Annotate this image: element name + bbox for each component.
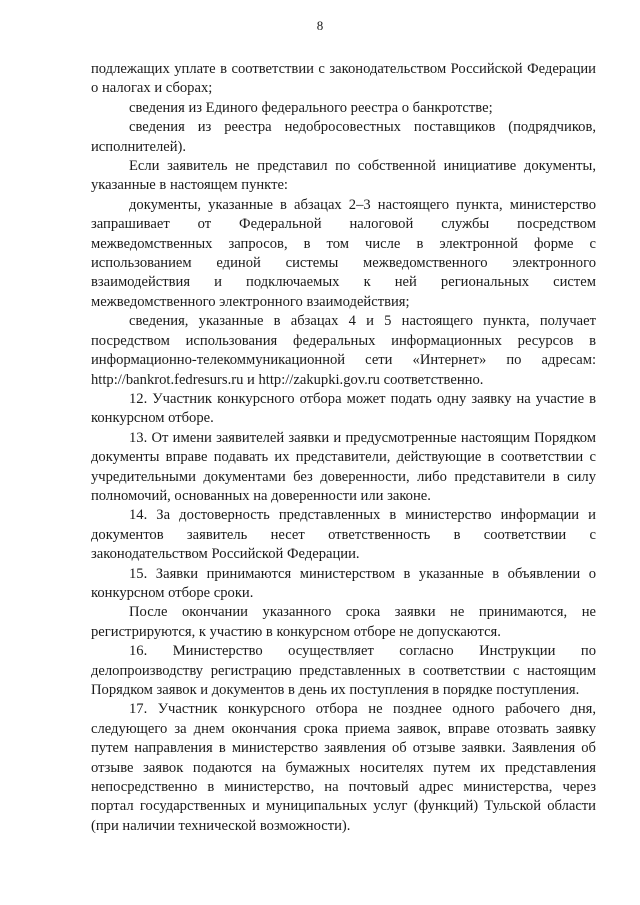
paragraph-clause-17: 17. Участник конкурсного отбора не позднее одного рабочего дня, следующего за днем окончания срока приема заявок, вправе отозвать заявку путем направления в министерство заявления об отзыве заявки. Заявления об отзыве заявок подаются на бумажных носителях путем их представления непосредственно в министерство, на почтовый адрес министерства, через портал государственных и муниципальных услуг (функций) Тульской области (при наличии технической возможности). [91,701,596,834]
paragraph-clause-13: 13. От имени заявителей заявки и предусмотренные настоящим Порядком документы вправе подавать их представители, действующие в соответствии с учредительными документами без доверенности, либо представители в силу полномочий, основанных на доверенности или законе. [91,429,596,504]
paragraph-internet-resources: сведения, указанные в абзацах 4 и 5 настоящего пункта, получает посредством использования федеральных информационных ресурсов в информационно-телекоммуникационной сети «Интернет» по адресам: http://bankrot.fedresurs.ru и http://zakupki.gov.ru соответственно. [91,313,596,388]
paragraph-tax-service-request: документы, указанные в абзацах 2–3 настоящего пункта, министерство запрашивает от Федеральной налоговой службы посредством межведомственных запросов, в том числе в электронной форме с использованием единой системы межведомственного электронного взаимодействия и подключаемых к ней региональных систем межведомственного электронного взаимодействия; [91,196,596,310]
paragraph-clause-14: 14. За достоверность представленных в министерство информации и документов заявитель несет ответственность в соответствии с законодательством Российской Федерации. [91,507,596,563]
page-number: 8 [316,18,324,33]
paragraph-documents-not-submitted: Если заявитель не представил по собственной инициативе документы, указанные в настоящем пункте: [91,158,596,194]
paragraph-bankruptcy-registry: сведения из Единого федерального реестра о банкротстве; [129,99,493,116]
paragraph-clause-16: 16. Министерство осуществляет согласно Инструкции по делопроизводству регистрацию представленных в соответствии с настоящим Порядком заявок и документов в день их поступления в порядке поступления. [91,643,596,698]
paragraph-after-deadline: После окончании указанного срока заявки не принимаются, не регистрируются, к участию в конкурсном отборе не допускаются. [91,604,596,640]
paragraph-clause-12: 12. Участник конкурсного отбора может подать одну заявку на участие в конкурсном отборе. [91,390,596,427]
paragraph-continuation: подлежащих уплате в соответствии с законодательством Российской Федерации о налогах и сборах; [91,61,596,97]
paragraph-clause-15: 15. Заявки принимаются министерством в указанные в объявлении о конкурсном отборе сроки. [91,565,596,601]
paragraph-unfair-suppliers-registry: сведения из реестра недобросовестных поставщиков (подрядчиков, исполнителей). [91,119,596,155]
document-body [91,60,596,836]
